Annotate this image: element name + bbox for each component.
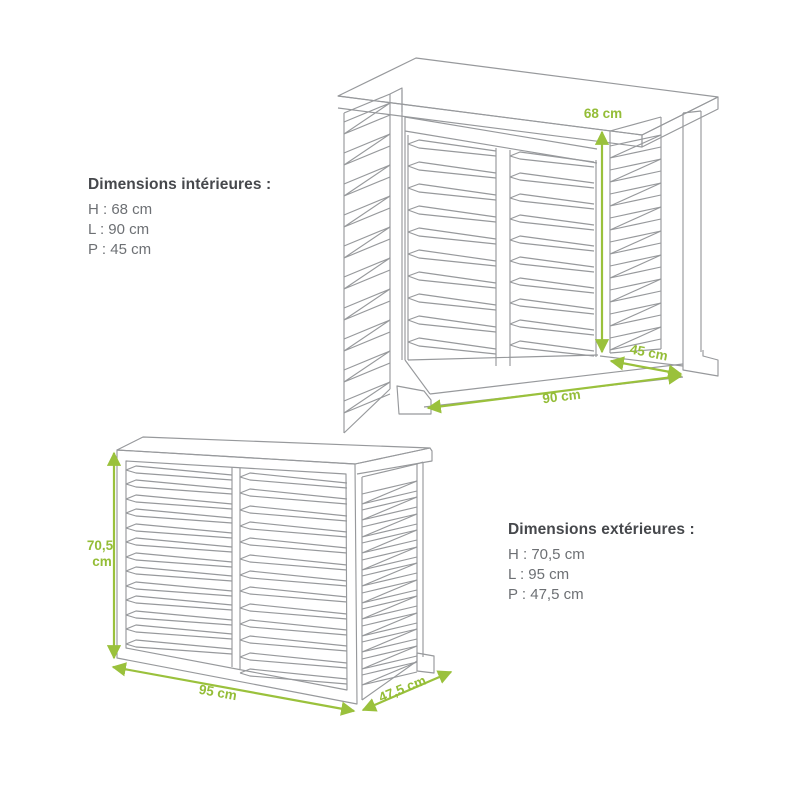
interior-height-line: H : 68 cm [88, 201, 153, 218]
interior-back-right-louver-panel [510, 152, 594, 356]
exterior-length-line: L : 95 cm [508, 566, 570, 583]
interior-length-line: L : 90 cm [88, 221, 150, 238]
exterior-back-post [417, 462, 434, 673]
interior-right-louver-panel [610, 135, 661, 350]
interior-dimensions-heading: Dimensions intérieures : [88, 176, 272, 193]
exterior-height-dimension-unit: cm [92, 554, 112, 569]
interior-depth-dimension-label: 45 cm [628, 341, 670, 364]
interior-width-dimension-label: 90 cm [541, 386, 582, 407]
exterior-front-right-louver-panel [240, 473, 347, 684]
interior-diagram [338, 58, 718, 433]
exterior-depth-line: P : 47,5 cm [508, 586, 584, 603]
interior-depth-arrow [611, 361, 681, 374]
interior-back-wall-frame [402, 90, 661, 366]
exterior-side-louver-panel [362, 464, 417, 700]
interior-floor [397, 355, 683, 414]
interior-back-left-louver-panel [408, 140, 496, 354]
exterior-height-dimension-value: 70,5 [86, 538, 114, 553]
exterior-front-left-louver-panel [126, 466, 232, 654]
interior-left-louver-panel [344, 94, 390, 433]
exterior-dimensions-heading: Dimensions extérieures : [508, 521, 695, 538]
interior-height-dimension-label: 68 cm [583, 106, 623, 121]
exterior-width-dimension-label: 95 cm [197, 681, 239, 704]
exterior-diagram [87, 437, 451, 711]
interior-depth-line: P : 45 cm [88, 241, 152, 258]
exterior-height-line: H : 70,5 cm [508, 546, 585, 563]
interior-right-post [683, 111, 718, 376]
exterior-depth-dimension-label: 47,5 cm [376, 672, 429, 706]
